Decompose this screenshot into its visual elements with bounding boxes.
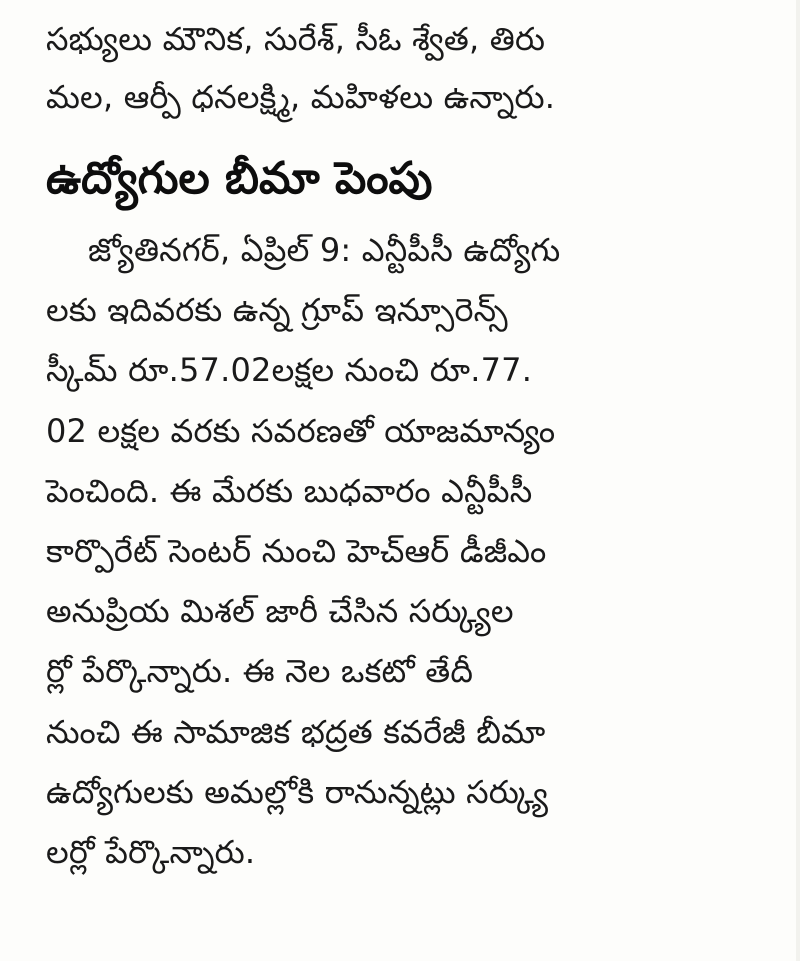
article-line-9: నుంచి ఈ సామాజిక భద్రత కవరేజీ బీమా [46, 712, 546, 751]
article-line-2: లకు ఇదివరకు ఉన్న గ్రూప్ ఇన్సూరెన్స్ [46, 291, 508, 330]
article-line-6: కార్పొరేట్ సెంటర్ నుంచి హెచ్ఆర్ డీజీఎం [46, 532, 547, 571]
article-line-5: పెంచింది. ఈ మేరకు బుధవారం ఎన్టీపీసీ [46, 471, 533, 510]
article-line-7: అనుప్రియ మిశల్ జారీ చేసిన సర్క్యుల [46, 592, 514, 631]
previous-article-line-2: మల, ఆర్పీ ధనలక్ష్మి, మహిళలు ఉన్నారు. [46, 78, 556, 116]
article-column [46, 0, 666, 882]
article-line-3: స్కీమ్ రూ.57.02లక్షల నుంచి రూ.77. [46, 351, 533, 390]
previous-article-line-1: సభ్యులు మౌనిక, సురేశ్, సీఓ శ్వేత, తిరు [46, 20, 546, 58]
cut-off-top-line [46, 0, 666, 2]
article-line-10: ఉద్యోగులకు అమల్లోకి రానున్నట్లు సర్క్యు [46, 772, 549, 811]
article-line-1: జ్యోతినగర్, ఏప్రిల్ 9: ఎన్టీపీసీ ఉద్యోగు [88, 231, 561, 269]
page-edge [796, 0, 800, 961]
article-line-8: ర్లో పేర్కొన్నారు. ఈ నెల ఒకటో తేదీ [46, 652, 474, 691]
article-headline: ఉద్యోగుల బీమా పెంపు [46, 153, 433, 204]
article-line-4: 02 లక్షల వరకు సవరణతో యాజమాన్యం [46, 411, 556, 450]
article-line-11: లర్లో పేర్కొన్నారు. [46, 833, 256, 872]
